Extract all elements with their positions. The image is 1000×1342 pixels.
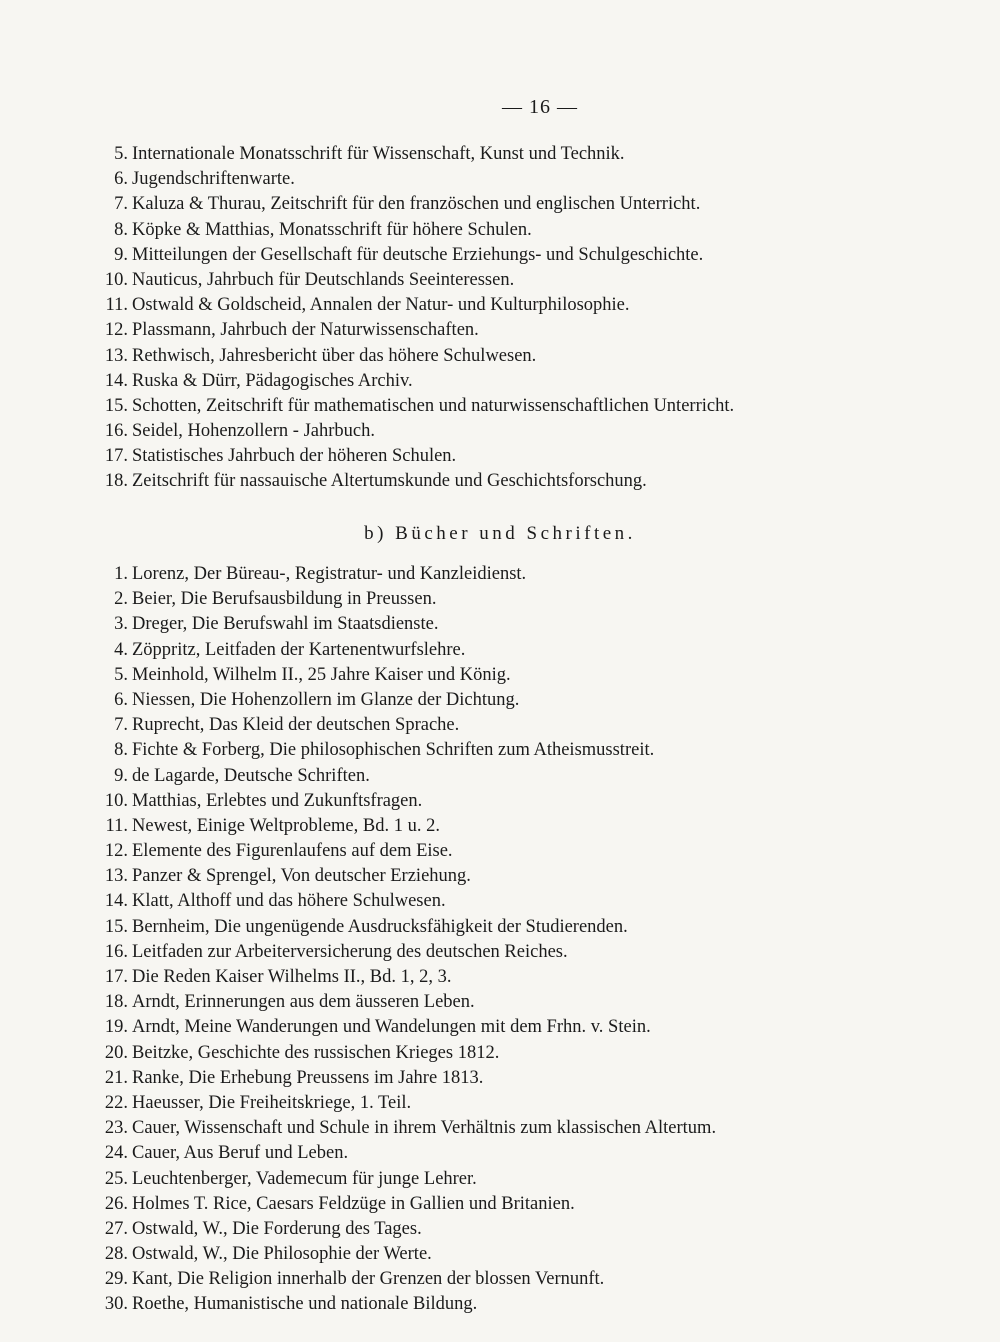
list-item — [92, 268, 972, 293]
item-number: 11. — [105, 815, 128, 836]
list-item — [92, 243, 972, 268]
item-number: 24. — [104, 1143, 128, 1164]
item-text: Arndt, Meine Wanderungen und Wandelungen mit dem Frhn. v. Stein. — [132, 1017, 651, 1038]
item-number: 17. — [104, 446, 128, 467]
item-text: Leuchtenberger, Vademecum für junge Lehrer. — [132, 1168, 477, 1189]
item-number: 5. — [114, 144, 128, 164]
list-item — [92, 638, 972, 663]
list-item — [92, 1267, 972, 1292]
item-number: 4. — [114, 639, 128, 660]
list-item — [92, 764, 972, 789]
item-number: 29. — [104, 1269, 128, 1290]
item-number: 1. — [114, 564, 128, 584]
list-item — [92, 218, 972, 243]
list-item — [92, 344, 972, 369]
list-item — [92, 663, 972, 688]
item-text: Schotten, Zeitschrift für mathematischen und naturwissenschaftlichen Unterricht. — [132, 395, 735, 416]
item-number: 15. — [104, 916, 128, 937]
list-item — [92, 738, 972, 763]
item-number: 8. — [114, 219, 128, 240]
list-item — [92, 864, 972, 889]
item-text: Jugendschriftenwarte. — [132, 169, 295, 190]
item-number: 3. — [114, 614, 128, 635]
list-item — [92, 167, 972, 192]
item-text: Dreger, Die Berufswahl im Staatsdienste. — [132, 614, 439, 635]
item-number: 6. — [114, 689, 128, 710]
item-number: 6. — [114, 169, 128, 190]
item-number: 22. — [104, 1092, 128, 1113]
item-text: Ruprecht, Das Kleid der deutschen Sprache. — [132, 715, 460, 736]
item-number: 18. — [104, 992, 128, 1013]
item-text: Lorenz, Der Büreau-, Registratur- und Kanzleidienst. — [132, 564, 527, 584]
item-text: Zeitschrift für nassauische Altertumskunde und Geschichtsforschung. — [132, 471, 647, 492]
item-number: 15. — [104, 395, 128, 416]
item-text: Panzer & Sprengel, Von deutscher Erziehung. — [132, 866, 471, 887]
item-text: Zöppritz, Leitfaden der Kartenentwurfslehre. — [132, 639, 466, 660]
list-item — [92, 1015, 972, 1040]
list-item — [92, 394, 972, 419]
item-number: 25. — [104, 1168, 128, 1189]
list-item — [92, 839, 972, 864]
list-item — [92, 419, 972, 444]
item-number: 12. — [104, 841, 128, 862]
item-text: Internationale Monatsschrift für Wissenschaft, Kunst und Technik. — [132, 144, 625, 164]
item-text: Ruska & Dürr, Pädagogisches Archiv. — [132, 370, 413, 391]
item-text: Fichte & Forberg, Die philosophischen Schriften zum Atheismusstreit. — [132, 740, 655, 761]
list-item — [92, 1167, 972, 1192]
list-item — [92, 965, 972, 990]
item-number: 7. — [114, 715, 128, 736]
item-number: 19. — [104, 1017, 128, 1038]
item-number: 11. — [105, 295, 128, 316]
item-number: 10. — [104, 790, 128, 811]
item-number: 8. — [114, 740, 128, 761]
item-text: Roethe, Humanistische und nationale Bildung. — [132, 1294, 478, 1315]
item-text: Leitfaden zur Arbeiterversicherung des deutschen Reiches. — [132, 941, 568, 962]
item-text: Mitteilungen der Gesellschaft für deutsche Erziehungs- und Schulgeschichte. — [132, 244, 704, 265]
item-text: Rethwisch, Jahresbericht über das höhere Schulwesen. — [132, 345, 537, 366]
item-number: 28. — [104, 1244, 128, 1265]
list-item — [92, 587, 972, 612]
item-number: 18. — [104, 471, 128, 492]
item-number: 10. — [104, 269, 128, 290]
list-item — [92, 1066, 972, 1091]
item-number: 14. — [104, 891, 128, 912]
list-item — [92, 990, 972, 1015]
item-number: 5. — [114, 664, 128, 685]
list-item — [92, 1242, 972, 1267]
list-item — [92, 1217, 972, 1242]
item-text: Statistisches Jahrbuch der höheren Schulen. — [132, 446, 457, 467]
item-number: 7. — [114, 194, 128, 215]
list-item — [92, 713, 972, 738]
list-item — [92, 1141, 972, 1166]
list-item — [92, 1292, 972, 1317]
item-text: Nauticus, Jahrbuch für Deutschlands Seeinteressen. — [132, 269, 515, 290]
list-item — [92, 1091, 972, 1116]
item-text: Ranke, Die Erhebung Preussens im Jahre 1813. — [132, 1067, 484, 1088]
list-item — [92, 369, 972, 394]
item-number: 9. — [114, 765, 128, 786]
item-text: Holmes T. Rice, Caesars Feldzüge in Gallien und Britanien. — [132, 1193, 575, 1214]
item-text: Meinhold, Wilhelm II., 25 Jahre Kaiser und König. — [132, 664, 511, 685]
list-item — [92, 940, 972, 965]
item-text: Klatt, Althoff und das höhere Schulwesen. — [132, 891, 446, 912]
journals-list — [92, 142, 972, 495]
list-item — [92, 789, 972, 814]
books-list — [92, 562, 972, 1318]
item-text: Cauer, Aus Beruf und Leben. — [132, 1143, 349, 1164]
list-item — [92, 612, 972, 637]
item-text: Arndt, Erinnerungen aus dem äusseren Leben. — [132, 992, 475, 1013]
item-number: 2. — [114, 589, 128, 610]
item-number: 23. — [104, 1118, 128, 1139]
list-item — [92, 814, 972, 839]
item-text: Kant, Die Religion innerhalb der Grenzen der blossen Vernunft. — [132, 1269, 605, 1290]
item-text: Matthias, Erlebtes und Zukunftsfragen. — [132, 790, 423, 811]
item-number: 21. — [104, 1067, 128, 1088]
page-number: — 16 — — [502, 96, 578, 118]
item-number: 20. — [104, 1042, 128, 1063]
list-item — [92, 142, 972, 167]
item-text: Haeusser, Die Freiheitskriege, 1. Teil. — [132, 1092, 412, 1113]
item-text: Beitzke, Geschichte des russischen Krieges 1812. — [132, 1042, 500, 1063]
item-number: 9. — [114, 244, 128, 265]
list-item — [92, 562, 972, 587]
list-item — [92, 915, 972, 940]
item-number: 12. — [104, 320, 128, 341]
item-text: Bernheim, Die ungenügende Ausdrucksfähigkeit der Studierenden. — [132, 916, 628, 937]
list-item — [92, 1041, 972, 1066]
item-text: Kaluza & Thurau, Zeitschrift für den französchen und englischen Unterricht. — [132, 194, 701, 215]
item-text: Niessen, Die Hohenzollern im Glanze der Dichtung. — [132, 689, 520, 710]
item-text: Ostwald, W., Die Philosophie der Werte. — [132, 1244, 432, 1265]
item-text: Ostwald & Goldscheid, Annalen der Natur- und Kulturphilosophie. — [132, 295, 630, 316]
item-number: 13. — [104, 866, 128, 887]
item-text: Plassmann, Jahrbuch der Naturwissenschaften. — [132, 320, 479, 341]
item-number: 16. — [104, 941, 128, 962]
item-number: 17. — [104, 967, 128, 987]
list-item — [92, 469, 972, 494]
list-item — [92, 1116, 972, 1141]
item-text: Newest, Einige Weltprobleme, Bd. 1 u. 2. — [132, 815, 440, 836]
item-text: Cauer, Wissenschaft und Schule in ihrem Verhältnis zum klassischen Altertum. — [132, 1118, 717, 1139]
list-item — [92, 688, 972, 713]
item-text: Elemente des Figurenlaufens auf dem Eise. — [132, 841, 453, 862]
item-number: 30. — [104, 1294, 128, 1315]
list-item — [92, 444, 972, 469]
section-heading-books: b) Bücher und Schriften. — [364, 523, 636, 544]
list-item — [92, 318, 972, 343]
item-number: 27. — [104, 1218, 128, 1239]
item-text: Köpke & Matthias, Monatsschrift für höhere Schulen. — [132, 219, 532, 240]
item-number: 14. — [104, 370, 128, 391]
list-item — [92, 889, 972, 914]
item-text: Ostwald, W., Die Forderung des Tages. — [132, 1218, 422, 1239]
list-item — [92, 1192, 972, 1217]
item-number: 26. — [104, 1193, 128, 1214]
list-item — [92, 293, 972, 318]
item-text: de Lagarde, Deutsche Schriften. — [132, 765, 370, 786]
item-number: 13. — [104, 345, 128, 366]
item-text: Beier, Die Berufsausbildung in Preussen. — [132, 589, 437, 610]
item-number: 16. — [104, 421, 128, 442]
list-item — [92, 192, 972, 217]
item-text: Seidel, Hohenzollern - Jahrbuch. — [132, 421, 375, 442]
item-text: Die Reden Kaiser Wilhelms II., Bd. 1, 2, 3. — [132, 967, 452, 987]
